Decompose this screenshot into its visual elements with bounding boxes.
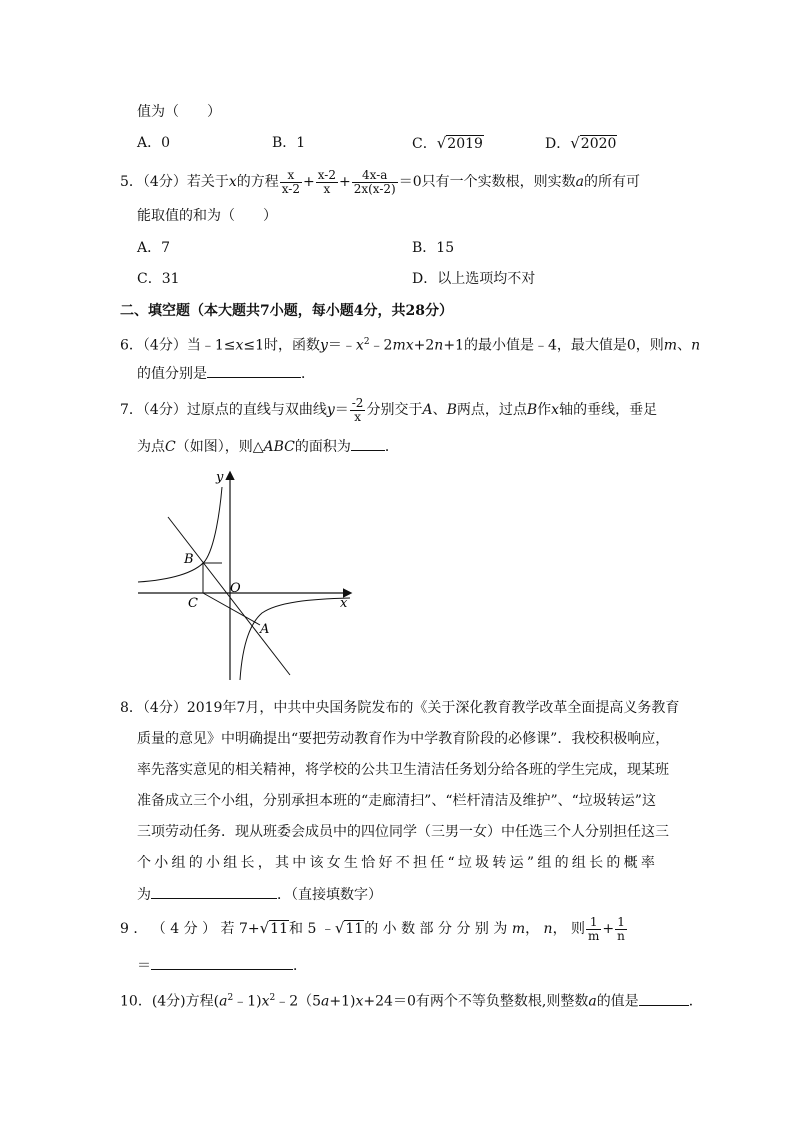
label-c: C <box>188 596 198 611</box>
q4-option-a: A．0 <box>137 135 171 151</box>
q4-option-c-label: C． <box>412 136 437 152</box>
sqrt-2020: √2020 <box>570 134 617 152</box>
q4-option-b: B．1 <box>272 135 306 151</box>
q8-line2: 质量的意见》中明确提出“要把劳动教育作为中学教育阶段的必修课”．我校积极响应， <box>137 731 670 747</box>
label-a: A <box>260 622 270 637</box>
hyperbola-upper-left <box>138 487 222 582</box>
line-through-origin <box>168 517 290 675</box>
q8-line1: 8．（4分）2019年7月，中共中央国务院发布的《关于深化教育教学改革全面提高义务教育 <box>120 700 680 716</box>
q8-line4: 准备成立三个小组，分别承担本班的“走廊清扫”、“栏杆清洁及维护”、“垃圾转运”这 <box>137 793 656 809</box>
q7-answer-blank[interactable] <box>351 436 385 451</box>
q6-line2: 的值分别是 ． <box>137 363 315 384</box>
q7-fraction: $\frac{-2}{x}$ <box>351 395 364 424</box>
sqrt-2019: √2019 <box>436 134 483 152</box>
q5-option-a: A．7 <box>137 240 171 256</box>
q5-line1: 5．（4分）若关于x的方程 $\frac{x}{x-2}$ + $\frac{x-2}{x}$ + $\frac{4x-a}{2x(x-2)}$ ＝0只有一个实数根，则实数a的所有可 <box>120 167 640 196</box>
sqrt-11-b: √11 <box>334 919 364 937</box>
q9-fraction-2: $\frac{1}{n}$ <box>617 914 625 943</box>
hyperbola-lower-right <box>240 598 350 680</box>
q8-line3: 率先落实意见的相关精神，将学校的公共卫生清洁任务划分给各班的学生完成，现某班 <box>137 762 669 778</box>
label-b: B <box>184 552 194 567</box>
q8-line5: 三项劳动任务．现从班委会成员中的四位同学（三男一女）中任选三个人分别担任这三 <box>137 824 669 840</box>
q4-option-c <box>412 133 484 154</box>
q9-fraction-1: $\frac{1}{m}$ <box>588 914 600 943</box>
q9-line2: ＝ ． <box>137 955 307 976</box>
q4-option-d <box>545 133 617 154</box>
q5-fraction-2: $\frac{x-2}{x}$ <box>317 167 336 196</box>
q10-line: 10．(4分)方程$(a^2﹣1)x^2﹣2(5a+1)x+24=0$有两个不等负整数根,则整数a的值是 ． <box>120 988 703 1012</box>
q5-option-b: B．15 <box>412 240 455 256</box>
q5-fraction-3: $\frac{4x-a}{2x(x-2)}$ <box>353 167 396 196</box>
q5-fraction-1: $\frac{x}{x-2}$ <box>281 167 300 196</box>
q7-line1: 7．（4分）过原点的直线与双曲线y＝ $\frac{-2}{x}$ 分别交于A、B两点，过点B作x轴的垂线，垂足 <box>120 395 658 424</box>
sqrt-11-a: √11 <box>259 919 288 937</box>
q8-line7: 为 ．（直接填数字） <box>137 884 382 905</box>
q9-line1: 9 ． （ 4 分 ） 若 7+√11和 5 ﹣√11的 小 数 部 分 分 别 为 m， n， 则 $\frac{1}{m}$ + $\frac{1}{n}$ <box>120 914 625 943</box>
q6-answer-blank[interactable] <box>207 363 301 378</box>
q7-figure <box>130 465 360 685</box>
q4-tail: 值为（ ） <box>137 104 221 120</box>
q6-line1: 6．（4分）当﹣1≤x≤1时，函数$y=﹣x^2﹣2mx+2n+1$的最小值是﹣4，最大值是0，则m、n <box>120 337 701 354</box>
q5-line2: 能取值的和为（ ） <box>137 208 277 224</box>
q4-option-d-label: D． <box>545 136 571 152</box>
label-x: x <box>340 596 348 611</box>
q8-answer-blank[interactable] <box>151 884 277 899</box>
q10-answer-blank[interactable] <box>639 991 689 1006</box>
q9-answer-blank[interactable] <box>151 955 293 970</box>
q5-option-d: D．以上选项均不对 <box>412 271 536 287</box>
label-y: y <box>216 470 224 485</box>
label-o: O <box>230 581 241 596</box>
section-title: 二、填空题（本大题共7小题，每小题4分，共28分） <box>120 303 453 319</box>
q5-option-c: C．31 <box>137 271 180 287</box>
q8-line6: 个 小 组 的 小 组 长 ， 其 中 该 女 生 恰 好 不 担 任 “ 垃 圾 转 运 ” 组 的 组 长 的 概 率 <box>137 855 655 871</box>
segment-ca <box>203 593 260 625</box>
q7-line2: 为点C（如图），则△ABC的面积为 ． <box>137 436 399 457</box>
